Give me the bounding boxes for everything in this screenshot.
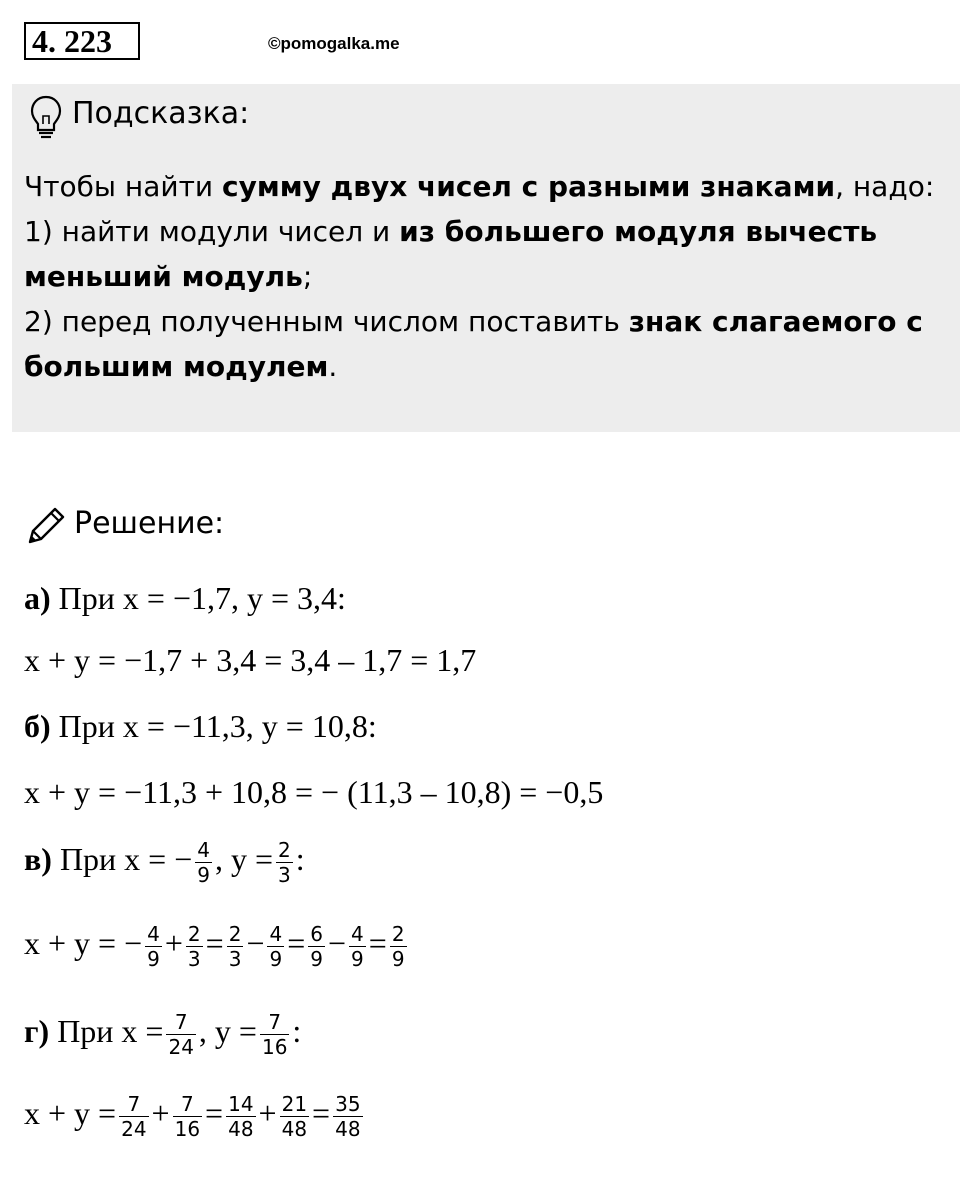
fraction: $\frac{2}{3}$ (187, 922, 201, 971)
solution-b-calculation: x + y = −11,3 + 10,8 = − (11,3 – 10,8) = −0,5 (24, 774, 604, 810)
solution-a-calculation: x + y = −1,7 + 3,4 = 3,4 – 1,7 = 1,7 (24, 642, 477, 678)
solution-v-calculation: x + y = − $\frac{4}{9}$ + $\frac{2}{3}$ = $\frac{2}{3}$ − $\frac{4}{9}$ = $\frac{6}{9}$ − $\frac{4}{9}$ = $\frac{2}{9}$ (24, 922, 405, 971)
watermark: ©pomogalka.me (268, 34, 400, 53)
fraction: $\frac{2}{9}$ (391, 922, 405, 971)
lightbulb-icon (28, 94, 64, 140)
hint-line-1: Чтобы найти сумму двух чисел с разными знаками, надо: (24, 170, 935, 203)
fraction: $\frac{6}{9}$ (310, 922, 323, 971)
solution-title: Решение: (74, 506, 225, 541)
hint-box (12, 84, 960, 432)
hint-text (24, 164, 954, 389)
fraction: $\frac{4}{9}$ (147, 922, 160, 971)
solution-b-condition: б) При x = −11,3, y = 10,8: (24, 708, 377, 744)
hint-title: Подсказка: (72, 96, 250, 131)
fraction: $\frac{2}{3}$ (278, 838, 291, 887)
pencil-icon (24, 504, 68, 548)
fraction: $\frac{7}{24}$ (168, 1010, 194, 1059)
fraction: $\frac{7}{24}$ (121, 1092, 147, 1141)
fraction: $\frac{14}{48}$ (228, 1092, 254, 1141)
hint-line-3: 2) перед полученным числом поставить знак слагаемого с большим модулем. (24, 305, 923, 383)
fraction: $\frac{2}{3}$ (228, 922, 242, 971)
fraction: $\frac{21}{48}$ (281, 1092, 308, 1141)
fraction: $\frac{35}{48}$ (335, 1092, 361, 1141)
solution-v-condition: в) При x = − $\frac{4}{9}$ , y = $\frac{2}{3}$ : (24, 838, 305, 887)
fraction: $\frac{4}{9}$ (351, 922, 364, 971)
fraction: $\frac{4}{9}$ (197, 838, 210, 887)
solution-g-calculation: x + y = $\frac{7}{24}$ + $\frac{7}{16}$ = $\frac{14}{48}$ + $\frac{21}{48}$ = $\frac{35}{48}$ (24, 1092, 361, 1141)
fraction: $\frac{7}{16}$ (174, 1092, 201, 1141)
solution-a-condition: а) При x = −1,7, y = 3,4: (24, 580, 346, 616)
fraction: $\frac{7}{16}$ (261, 1010, 288, 1059)
task-number: 4. 223 (24, 22, 140, 60)
fraction: $\frac{4}{9}$ (269, 922, 283, 971)
hint-line-2: 1) найти модули чисел и из большего модуля вычесть меньший модуль; (24, 215, 878, 293)
solution-g-condition: г) При x = $\frac{7}{24}$ , y = $\frac{7}{16}$ : (24, 1010, 302, 1059)
